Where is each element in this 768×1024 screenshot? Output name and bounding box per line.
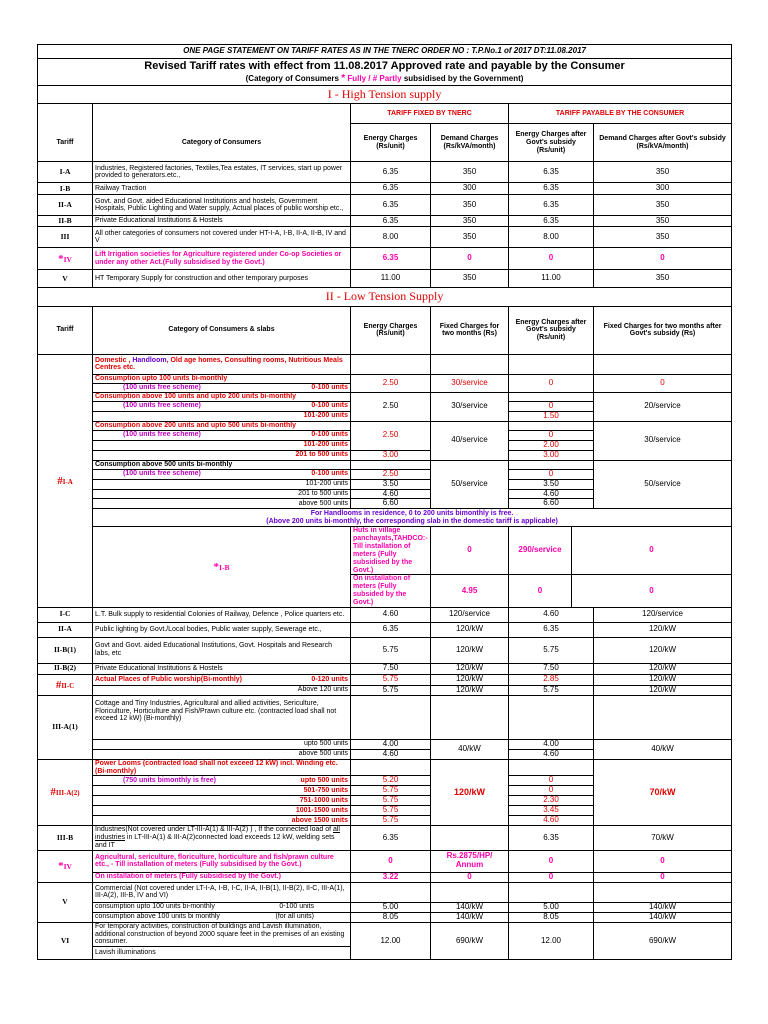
fixed-sub: 120/service bbox=[594, 607, 732, 622]
tariff-code-i-a bbox=[38, 354, 93, 607]
range: Above 120 units bbox=[93, 685, 351, 695]
tariff-document bbox=[37, 44, 731, 957]
energy-sub: 2.85 bbox=[509, 674, 594, 685]
tariff-code: II-B(2) bbox=[38, 663, 93, 674]
fixed: 50/service bbox=[431, 460, 509, 509]
energy: 5.00 bbox=[351, 902, 431, 912]
scheme: (100 units free scheme) bbox=[123, 383, 201, 391]
star-mark: * bbox=[213, 560, 220, 573]
energy: 6.60 bbox=[351, 499, 431, 509]
fixed: 690/kW bbox=[431, 922, 509, 959]
star-mark: * bbox=[58, 860, 64, 873]
range: 0-100 units bbox=[311, 470, 348, 478]
note-partly: Partly bbox=[377, 74, 402, 84]
fixed: 120/kW bbox=[431, 685, 509, 695]
lt-col-fixed-sub: Fixed Charges for two months after Govt's subsidy (Rs) bbox=[594, 306, 732, 354]
energy: 4.00 bbox=[351, 739, 431, 749]
scheme: (750 units bimonthly is free) bbox=[123, 776, 216, 784]
handloom-note: For Handlooms in residence, 0 to 200 units bimonthly is free. bbox=[93, 509, 732, 518]
slab-heading: Power Looms (contracted load shall not exceed 12 kW) incl. Winding etc.(Bi-monthly) bbox=[93, 759, 351, 776]
energy: 2.50 bbox=[351, 374, 431, 392]
fixed-sub: 140/kW bbox=[594, 912, 732, 922]
energy: 11.00 bbox=[351, 270, 431, 288]
energy-sub: 12.00 bbox=[509, 922, 594, 959]
demand: 350 bbox=[431, 195, 509, 216]
ht-col-category: Category of Consumers bbox=[93, 124, 351, 162]
energy-sub: 4.60 bbox=[509, 607, 594, 622]
subsidy-note bbox=[38, 72, 732, 85]
demand-sub: 350 bbox=[594, 195, 732, 216]
range: upto 500 units bbox=[300, 776, 348, 784]
energy: 6.35 bbox=[351, 183, 431, 195]
category: HT Temporary Supply for construction and other temporary purposes bbox=[93, 270, 351, 288]
lt-row bbox=[38, 663, 732, 674]
energy-sub: 6.35 bbox=[509, 195, 594, 216]
category: Lift Irrigation societies for Agriculture registered under Co-op Societies or under any other Act.(Fully subsidised by the Govt.) bbox=[93, 248, 351, 270]
range: 0-120 units bbox=[311, 675, 348, 683]
tariff-code-text: IV bbox=[63, 862, 72, 872]
energy-sub: 8.00 bbox=[509, 227, 594, 248]
range: (for all units) bbox=[275, 913, 314, 921]
ht-col-tariff: Tariff bbox=[38, 124, 93, 162]
energy-sub: 3.00 bbox=[509, 450, 594, 460]
document-title: ONE PAGE STATEMENT ON TARIFF RATES AS IN THE TNERC ORDER NO : T.P.No.1 of 2017 DT:11.08.2017 bbox=[38, 45, 732, 59]
fixed: 120/kW bbox=[431, 637, 509, 663]
energy: 12.00 bbox=[351, 922, 431, 959]
energy-sub: 0 bbox=[572, 575, 732, 607]
energy-sub: 2.00 bbox=[509, 440, 594, 450]
desc-text: Industries(Not covered under LT-III-A(1) & III-A(2) ) , If the connected load of bbox=[95, 826, 333, 834]
desc-text-end: in LT-III-A(1) & III-A(2)connected load exceeds 12 kW, welding sets and IT bbox=[95, 834, 335, 849]
range: above 1500 units bbox=[93, 816, 351, 826]
fixed-sub: 0 bbox=[594, 850, 732, 872]
demand: 300 bbox=[431, 183, 509, 195]
fixed-sub: 140/kW bbox=[594, 902, 732, 912]
tariff-code-iv bbox=[38, 850, 93, 882]
category: Private Educational Institutions & Hostels bbox=[93, 663, 351, 674]
category: Public lighting by Govt./Local bodies, Public water supply, Sewerage etc., bbox=[93, 622, 351, 637]
slab-row bbox=[93, 469, 351, 479]
energy-sub: 4.00 bbox=[509, 739, 594, 749]
energy: 5.75 bbox=[351, 674, 431, 685]
slab-row bbox=[93, 912, 351, 922]
energy-sub: 6.35 bbox=[509, 216, 594, 227]
range: upto 500 units bbox=[93, 739, 351, 749]
tariff-code-text: III-A(2) bbox=[55, 789, 80, 798]
slab-heading: Consumption above 200 units and upto 500 units bi-monthly bbox=[93, 421, 351, 430]
slab-row bbox=[93, 383, 351, 392]
energy: 6.35 bbox=[351, 162, 431, 183]
hash-mark: # bbox=[372, 74, 378, 84]
demand-sub: 350 bbox=[594, 216, 732, 227]
tariff-code: II-B(1) bbox=[38, 637, 93, 663]
star-mark: * bbox=[341, 73, 346, 85]
ia-intro bbox=[93, 354, 351, 374]
tariff-code-text: I-A bbox=[62, 477, 73, 486]
energy: 6.35 bbox=[351, 248, 431, 270]
slab-heading: Consumption above 100 units and upto 200 units bi-monthly bbox=[93, 392, 351, 401]
fixed-sub: 20/service bbox=[594, 392, 732, 421]
category: Industries, Registered factories, Textiles,Tea estates, IT services, start up power provided to generators.etc., bbox=[93, 162, 351, 183]
category: Huts in village panchayats,TAHDCO:- Till installation of meters (Fully subsidised by the Govt.) bbox=[351, 527, 431, 575]
fixed: 290/service bbox=[509, 527, 572, 575]
hash-mark: # bbox=[50, 786, 56, 799]
fixed-sub: 0 bbox=[594, 374, 732, 392]
tariff-code-i-b bbox=[93, 527, 351, 607]
slab-row bbox=[93, 776, 351, 786]
fixed: 120/kW bbox=[431, 622, 509, 637]
slab-text: consumption above 100 units bi monthly bbox=[95, 913, 220, 921]
fixed: 120/kW bbox=[431, 663, 509, 674]
scheme: (100 units free scheme) bbox=[123, 470, 201, 478]
tariff-code-text: I-B bbox=[219, 562, 230, 572]
slab-text: consumption upto 100 units bi-monthly bbox=[95, 903, 215, 911]
range: 101-200 units bbox=[93, 411, 351, 421]
energy: 0 bbox=[351, 850, 431, 872]
energy-sub: 6.35 bbox=[509, 622, 594, 637]
lt-col-fixed: Fixed Charges for two months (Rs) bbox=[431, 306, 509, 354]
energy-sub: 6.35 bbox=[509, 826, 594, 850]
fixed: 120/service bbox=[431, 607, 509, 622]
demand: 350 bbox=[431, 270, 509, 288]
energy-sub: 0 bbox=[509, 374, 594, 392]
tariff-code-ii-c bbox=[38, 674, 93, 695]
energy: 2.50 bbox=[351, 421, 431, 450]
hash-mark: # bbox=[55, 678, 62, 691]
lt-col-tariff: Tariff bbox=[38, 306, 93, 354]
energy: 8.00 bbox=[351, 227, 431, 248]
demand-sub: 350 bbox=[594, 162, 732, 183]
slab-row bbox=[93, 902, 351, 912]
energy-sub: 0 bbox=[509, 401, 594, 411]
fixed-sub: 690/kW bbox=[594, 922, 732, 959]
fixed-sub: 120/kW bbox=[594, 663, 732, 674]
category: All other categories of consumers not covered under HT-I-A, I-B, II-A, II-B, IV and V bbox=[93, 227, 351, 248]
energy-sub: 4.60 bbox=[509, 749, 594, 759]
category bbox=[93, 674, 351, 685]
tariff-code: VI bbox=[38, 922, 93, 959]
range: 501-750 units bbox=[93, 786, 351, 796]
demand-sub: 350 bbox=[594, 270, 732, 288]
slab-heading: Consumption above 500 units bi-monthly bbox=[93, 460, 351, 469]
energy: 3.22 bbox=[351, 872, 431, 882]
slab-row bbox=[93, 430, 351, 440]
energy-sub: 5.00 bbox=[509, 902, 594, 912]
energy: 4.60 bbox=[351, 607, 431, 622]
fixed-sub: 120/kW bbox=[594, 674, 732, 685]
range: 0-100 units bbox=[311, 431, 348, 439]
range: 101-200 units bbox=[93, 440, 351, 450]
fixed: 0 bbox=[509, 575, 572, 607]
fixed-sub: 120/kW bbox=[594, 685, 732, 695]
category: Commercial (Not covered under LT-I-A, I-B, I-C, II-A, II-B(1), II-B(2), II-C, III-A(1), III-A(2), III-B, IV and VI) bbox=[93, 882, 351, 902]
slab-row bbox=[93, 401, 351, 411]
category: Railway Traction bbox=[93, 183, 351, 195]
fixed: 30/service bbox=[431, 374, 509, 392]
desc-underline: all bbox=[332, 826, 340, 834]
desc-underline-2: industries bbox=[95, 834, 125, 842]
category: For temporary activities, construction of buildings and Lavish illumination, additional construction of beyond 2000 square feet in the premises of an existing consumer. bbox=[93, 922, 351, 946]
category: Cottage and Tiny Industries, Agricultural and allied activities, Sericulture, Floriculture, Horticulture and Fish/Prawn culture etc. (contracted load shall not exceed 12 kW) (Bi-monthly) bbox=[93, 695, 351, 739]
hash-mark: # bbox=[57, 474, 63, 487]
range: above 500 units bbox=[93, 499, 351, 509]
tariff-code: III bbox=[38, 227, 93, 248]
ht-col-energy-sub: Energy Charges after Govt's subsidy (Rs/unit) bbox=[509, 124, 594, 162]
range: 0-100 units bbox=[311, 402, 348, 410]
tariff-code: III-A(1) bbox=[38, 695, 93, 759]
star-mark: * bbox=[58, 252, 64, 265]
fixed-sub: 120/kW bbox=[594, 637, 732, 663]
energy-sub: 6.60 bbox=[509, 499, 594, 509]
ht-row bbox=[38, 183, 732, 195]
category: On installation of meters (Fully subsided by the Govt.) bbox=[351, 575, 431, 607]
ht-group-payable: TARIFF PAYABLE BY THE CONSUMER bbox=[509, 104, 732, 124]
category: On installation of meters (Fully subsidised by the Govt.) bbox=[93, 872, 351, 882]
tariff-code: II-A bbox=[38, 195, 93, 216]
note-fully: Fully / bbox=[345, 74, 373, 84]
energy-sub: 4.60 bbox=[509, 816, 594, 826]
energy: 5.75 bbox=[351, 796, 431, 806]
note-text-end: subsidised by the Government) bbox=[401, 74, 524, 84]
demand: 0 bbox=[431, 248, 509, 270]
fixed: 140/kW bbox=[431, 902, 509, 912]
energy: 2.50 bbox=[351, 469, 431, 479]
category: Govt and Govt. aided Educational Institutions, Govt. Hospitals and Research labs, etc bbox=[93, 637, 351, 663]
tariff-code: V bbox=[38, 270, 93, 288]
category bbox=[93, 826, 351, 850]
energy-sub: 0 bbox=[509, 786, 594, 796]
energy: 6.35 bbox=[351, 622, 431, 637]
tariff-table bbox=[37, 44, 732, 960]
energy: 8.05 bbox=[351, 912, 431, 922]
energy: 6.35 bbox=[351, 216, 431, 227]
fixed: 120/kW bbox=[431, 759, 509, 826]
energy: 7.50 bbox=[351, 663, 431, 674]
fixed: 40/service bbox=[431, 421, 509, 460]
energy: 4.60 bbox=[351, 489, 431, 499]
fixed: 30/service bbox=[431, 392, 509, 421]
demand: 350 bbox=[431, 227, 509, 248]
energy: 0 bbox=[431, 527, 509, 575]
fixed: 40/kW bbox=[431, 739, 509, 759]
ht-row bbox=[38, 162, 732, 183]
energy: 5.75 bbox=[351, 786, 431, 796]
fixed-sub: 40/kW bbox=[594, 739, 732, 759]
ht-group-fixed: TARIFF FIXED BY TNERC bbox=[351, 104, 509, 124]
scheme: (100 units free scheme) bbox=[123, 431, 201, 439]
ht-col-demand: Demand Charges (Rs/kVA/month) bbox=[431, 124, 509, 162]
energy-sub: 1.50 bbox=[509, 411, 594, 421]
lt-row bbox=[38, 607, 732, 622]
range: 751-1000 units bbox=[93, 796, 351, 806]
ht-section-title: I - High Tension supply bbox=[38, 85, 732, 103]
lt-section-title: II - Low Tension Supply bbox=[38, 288, 732, 306]
energy: 5.20 bbox=[351, 776, 431, 786]
energy-sub: 11.00 bbox=[509, 270, 594, 288]
handloom-note-2: (Above 200 units bi-monthly, the corresponding slab in the domestic tariff is applicable) bbox=[93, 518, 732, 527]
energy: 4.95 bbox=[431, 575, 509, 607]
energy-sub: 6.35 bbox=[509, 162, 594, 183]
tariff-code: I-C bbox=[38, 607, 93, 622]
energy: 5.75 bbox=[351, 637, 431, 663]
range: 201 to 500 units bbox=[93, 450, 351, 460]
energy-sub: 3.50 bbox=[509, 479, 594, 489]
ht-row bbox=[38, 270, 732, 288]
fixed: Rs.2875/HP/ Annum bbox=[431, 850, 509, 872]
fixed-sub: 120/kW bbox=[594, 622, 732, 637]
tariff-code-iii-a2 bbox=[38, 759, 93, 826]
scheme: (100 units free scheme) bbox=[123, 402, 201, 410]
fixed-sub: 30/service bbox=[594, 421, 732, 460]
category: Agricultural, sericulture, floriculture, horticulture and fish/prawn culture etc., - Till installation of meters (Fully subsidised by the Govt.) bbox=[93, 850, 351, 872]
fixed: 120/kW bbox=[431, 674, 509, 685]
energy: 6.35 bbox=[351, 826, 431, 850]
energy-sub: 8.05 bbox=[509, 912, 594, 922]
demand-sub: 300 bbox=[594, 183, 732, 195]
energy-sub: 3.45 bbox=[509, 806, 594, 816]
slab-heading: Consumption upto 100 units bi-monthly bbox=[93, 374, 351, 383]
lt-row bbox=[38, 637, 732, 663]
ht-row bbox=[38, 248, 732, 270]
energy-sub: 0 bbox=[509, 872, 594, 882]
range: 1001-1500 units bbox=[93, 806, 351, 816]
tariff-code: I-A bbox=[38, 162, 93, 183]
energy: 5.75 bbox=[351, 806, 431, 816]
fixed-sub: 50/service bbox=[594, 460, 732, 509]
energy-sub: 0 bbox=[572, 527, 732, 575]
demand-sub: 0 bbox=[594, 248, 732, 270]
energy-sub: 5.75 bbox=[509, 685, 594, 695]
lt-col-energy-sub: Energy Charges after Govt's subsidy (Rs/unit) bbox=[509, 306, 594, 354]
demand: 350 bbox=[431, 216, 509, 227]
fixed-sub: 70/kW bbox=[594, 826, 732, 850]
energy: 3.00 bbox=[351, 450, 431, 460]
demand-sub: 350 bbox=[594, 227, 732, 248]
fixed-sub: 0 bbox=[594, 872, 732, 882]
energy: 5.75 bbox=[351, 816, 431, 826]
tariff-code: I-B bbox=[38, 183, 93, 195]
category-line-2: Lavish illuminations bbox=[93, 947, 351, 960]
ht-col-energy: Energy Charges (Rs/unit) bbox=[351, 124, 431, 162]
note-text: (Category of Consumers bbox=[245, 74, 342, 84]
energy: 5.75 bbox=[351, 685, 431, 695]
fixed-sub: 70/kW bbox=[594, 759, 732, 826]
intro-text: Domestic , bbox=[95, 356, 133, 364]
lt-row bbox=[38, 622, 732, 637]
tariff-code: V bbox=[38, 882, 93, 922]
lt-col-category: Category of Consumers & slabs bbox=[93, 306, 351, 354]
range: 0-100 units bbox=[279, 903, 314, 911]
energy: 3.50 bbox=[351, 479, 431, 489]
tariff-code: II-B bbox=[38, 216, 93, 227]
ht-row bbox=[38, 195, 732, 216]
energy-sub: 0 bbox=[509, 430, 594, 440]
range: 101-200 units bbox=[93, 479, 351, 489]
ht-row bbox=[38, 216, 732, 227]
demand: 350 bbox=[431, 162, 509, 183]
ht-col-demand-sub: Demand Charges after Govt's subsidy (Rs/kVA/month) bbox=[594, 124, 732, 162]
energy-sub: 7.50 bbox=[509, 663, 594, 674]
range: 0-100 units bbox=[311, 383, 348, 391]
fixed: 140/kW bbox=[431, 912, 509, 922]
document-subtitle: Revised Tariff rates with effect from 11.08.2017 Approved rate and payable by the Consumer bbox=[38, 58, 732, 72]
energy: 4.60 bbox=[351, 749, 431, 759]
category: L.T. Bulk supply to residential Colonies of Railway, Defence , Police quarters etc. bbox=[93, 607, 351, 622]
tariff-code-text: IV bbox=[63, 254, 72, 264]
range: 201 to 500 units bbox=[93, 489, 351, 499]
intro-text-end: , Old age homes, Consulting rooms, Nutritious Meals Centres etc. bbox=[95, 356, 343, 372]
fixed: 0 bbox=[431, 872, 509, 882]
tariff-code bbox=[38, 248, 93, 270]
energy-sub: 6.35 bbox=[509, 183, 594, 195]
energy-sub: 0 bbox=[509, 850, 594, 872]
lt-col-energy: Energy Charges (Rs/unit) bbox=[351, 306, 431, 354]
energy-sub: 2.30 bbox=[509, 796, 594, 806]
energy-sub: 0 bbox=[509, 469, 594, 479]
category-text: Actual Places of Public worship(Bi-monthly) bbox=[95, 675, 243, 683]
energy-sub: 0 bbox=[509, 248, 594, 270]
energy: 2.50 bbox=[351, 392, 431, 421]
ht-row bbox=[38, 227, 732, 248]
tariff-code: II-A bbox=[38, 622, 93, 637]
handloom-text: Handloom bbox=[132, 356, 167, 364]
energy: 6.35 bbox=[351, 195, 431, 216]
category: Govt. and Govt. aided Educational Institutions and hostels, Government Hospitals, Public Lighting and Water supply, Actual places of public worship etc., bbox=[93, 195, 351, 216]
tariff-code: III-B bbox=[38, 826, 93, 850]
fixed bbox=[431, 826, 509, 850]
range: above 500 units bbox=[93, 749, 351, 759]
category: Private Educational Institutions & Hostels bbox=[93, 216, 351, 227]
tariff-code-text: II-C bbox=[61, 681, 75, 690]
energy-sub: 4.60 bbox=[509, 489, 594, 499]
energy-sub: 0 bbox=[509, 776, 594, 786]
energy-sub: 5.75 bbox=[509, 637, 594, 663]
